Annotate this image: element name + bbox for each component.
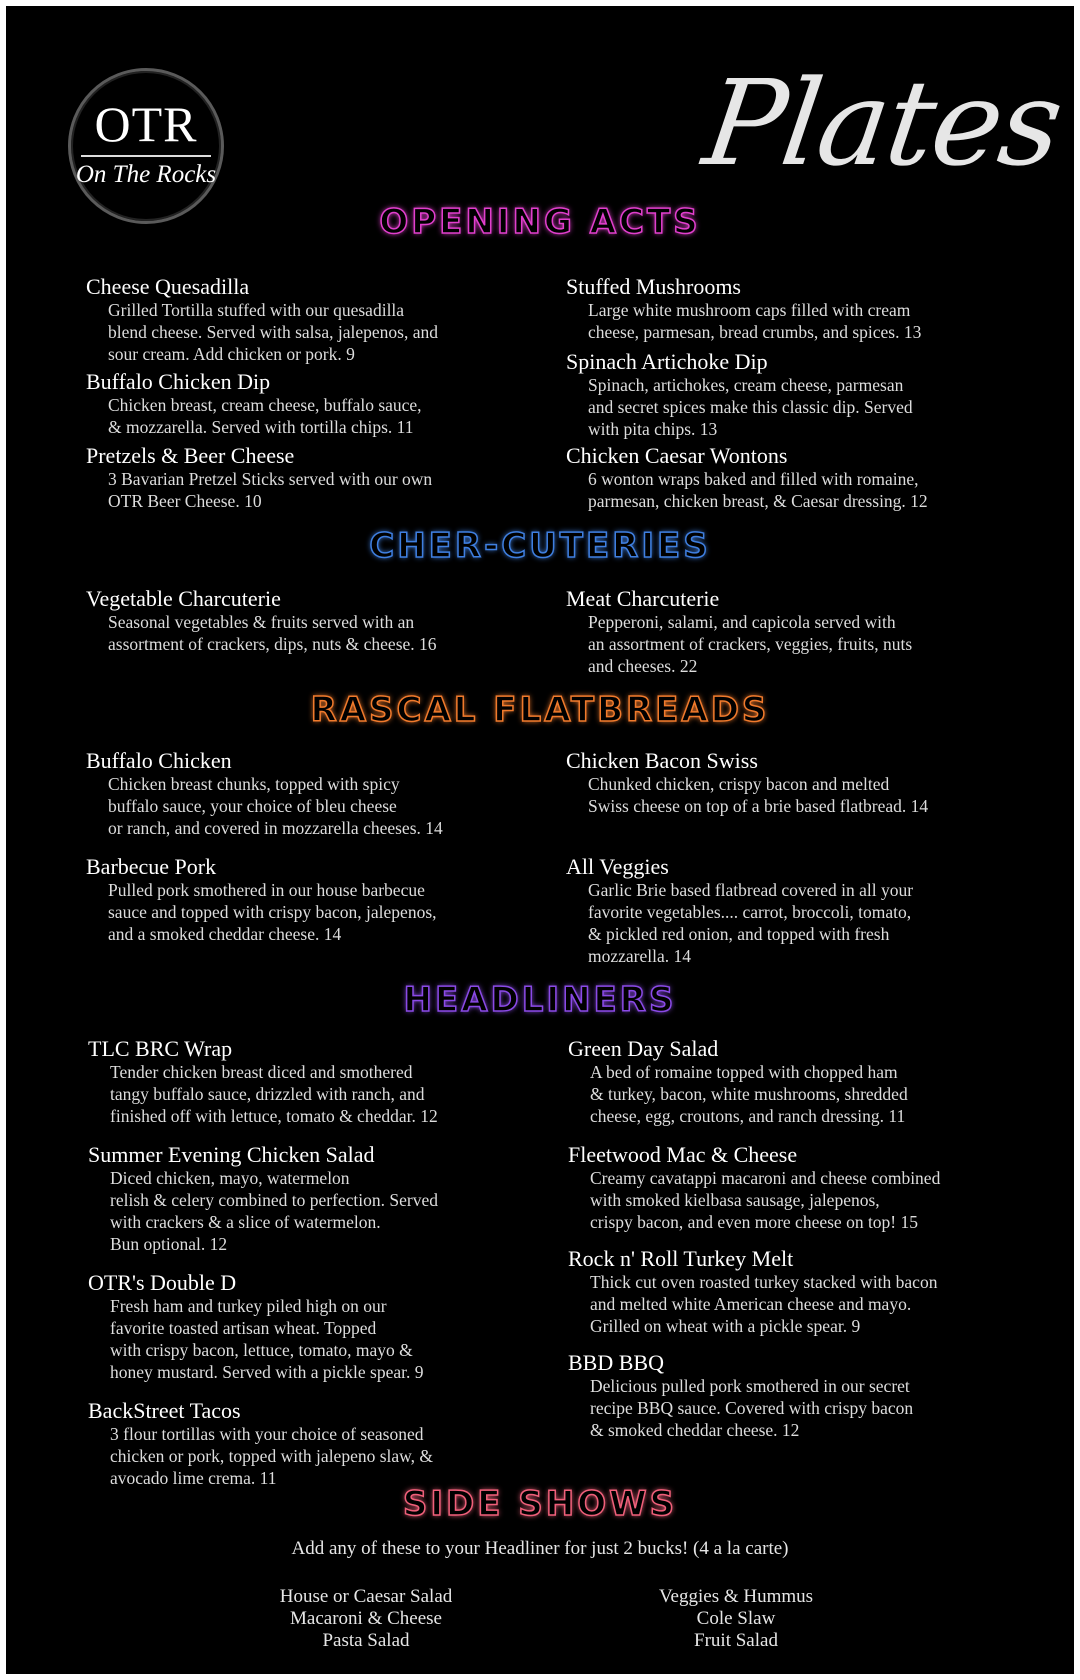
page-title: Plates — [696, 54, 1069, 192]
item-description-line: Large white mushroom caps filled with cream — [588, 300, 911, 320]
item-description-line: & pickled red onion, and topped with fresh — [588, 924, 890, 944]
item-description-line: an assortment of crackers, veggies, fruits, nuts — [588, 634, 913, 654]
item-description-line: Creamy cavatappi macaroni and cheese combined — [590, 1168, 941, 1188]
otr-logo — [68, 68, 224, 224]
item-description-line: recipe BBQ sauce. Covered with crispy bacon — [590, 1398, 914, 1418]
item-description-line: Pulled pork smothered in our house barbecue — [108, 880, 425, 900]
item-description-line: OTR Beer Cheese. 10 — [108, 491, 262, 511]
item-name: Chicken Caesar Wontons — [566, 443, 788, 468]
menu-item-rock-n-roll-turkey-melt — [568, 1246, 937, 1337]
item-description-line: with crackers & a slice of watermelon. — [110, 1212, 381, 1232]
item-description-line: sauce and topped with crispy bacon, jalepenos, — [108, 902, 437, 922]
item-name: Buffalo Chicken — [86, 748, 232, 773]
side-item: House or Caesar Salad — [279, 1586, 453, 1607]
item-description-line: sour cream. Add chicken or pork. 9 — [108, 344, 355, 364]
menu-item-cheese-quesadilla — [86, 274, 438, 365]
item-name: Vegetable Charcuterie — [86, 586, 281, 611]
item-description-line: with smoked kielbasa sausage, jalepenos, — [590, 1190, 880, 1210]
item-name: BBD BBQ — [568, 1350, 664, 1375]
menu-item-all-veggies — [566, 854, 913, 967]
item-description-line: avocado lime crema. 11 — [110, 1468, 277, 1488]
menu-item-green-day-salad — [568, 1036, 908, 1127]
item-description-line: with pita chips. 13 — [588, 419, 718, 439]
item-description-line: A bed of romaine topped with chopped ham — [590, 1062, 898, 1082]
side-item: Pasta Salad — [322, 1630, 410, 1651]
logo-main-text: OTR — [94, 96, 198, 152]
sides-left-list — [246, 1586, 486, 1652]
item-description-line: Fresh ham and turkey piled high on our — [110, 1296, 387, 1316]
item-name: Summer Evening Chicken Salad — [88, 1142, 375, 1167]
item-description-line: Diced chicken, mayo, watermelon — [110, 1168, 350, 1188]
side-item: Macaroni & Cheese — [290, 1608, 442, 1629]
item-name: Pretzels & Beer Cheese — [86, 443, 295, 468]
section-title-headliners: HEADLINERS — [403, 980, 677, 1020]
item-name: Meat Charcuterie — [566, 586, 720, 611]
item-description-line: Tender chicken breast diced and smothered — [110, 1062, 413, 1082]
menu-item-fleetwood-mac-cheese — [568, 1142, 940, 1233]
item-name: Chicken Bacon Swiss — [566, 748, 758, 773]
item-description-line: and melted white American cheese and mayo. — [590, 1294, 912, 1314]
item-description-line: Delicious pulled pork smothered in our secret — [590, 1376, 910, 1396]
item-description-line: Spinach, artichokes, cream cheese, parmesan — [588, 375, 904, 395]
menu-item-summer-evening-chicken-salad — [88, 1142, 438, 1255]
menu-item-backstreet-tacos — [88, 1398, 433, 1489]
menu-item-bbd-bbq — [568, 1350, 913, 1441]
sides-right-list — [616, 1586, 856, 1652]
item-description-line: & smoked cheddar cheese. 12 — [590, 1420, 800, 1440]
item-description-line: Grilled Tortilla stuffed with our quesadilla — [108, 300, 405, 320]
item-description-line: crispy bacon, and even more cheese on top! 15 — [590, 1212, 919, 1232]
item-description-line: Grilled on wheat with a pickle spear. 9 — [590, 1316, 861, 1336]
menu-item-chicken-bacon-swiss — [566, 748, 928, 817]
item-description-line: blend cheese. Served with salsa, jalepenos, and — [108, 322, 438, 342]
menu-page — [6, 6, 1074, 1674]
menu-item-pretzels-beer-cheese — [86, 443, 432, 512]
menu-item-spinach-artichoke-dip — [566, 349, 913, 440]
menu-item-tlc-brc-wrap — [88, 1036, 438, 1127]
item-description-line: 3 Bavarian Pretzel Sticks served with our own — [108, 469, 433, 489]
item-description-line: Chicken breast chunks, topped with spicy — [108, 774, 400, 794]
side-item: Cole Slaw — [696, 1608, 776, 1629]
item-description-line: Bun optional. 12 — [110, 1234, 228, 1254]
section-title-cher-cuteries: CHER-CUTERIES — [369, 526, 711, 566]
sides-intro-text: Add any of these to your Headliner for just 2 bucks! (4 a la carte) — [291, 1538, 789, 1559]
item-description-line: relish & celery combined to perfection. Served — [110, 1190, 439, 1210]
item-description-line: assortment of crackers, dips, nuts & cheese. 16 — [108, 634, 437, 654]
item-description-line: or ranch, and covered in mozzarella cheeses. 14 — [108, 818, 443, 838]
item-description-line: cheese, parmesan, bread crumbs, and spices. 13 — [588, 322, 922, 342]
menu-item-stuffed-mushrooms — [566, 274, 921, 343]
item-name: Rock n' Roll Turkey Melt — [568, 1246, 794, 1271]
item-description-line: parmesan, chicken breast, & Caesar dressing. 12 — [588, 491, 928, 511]
menu-item-buffalo-chicken-dip — [86, 369, 422, 438]
menu-item-barbecue-pork — [86, 854, 437, 945]
menu-item-chicken-caesar-wontons — [566, 443, 928, 512]
item-description-line: Garlic Brie based flatbread covered in all your — [588, 880, 914, 900]
item-name: Barbecue Pork — [86, 854, 217, 879]
item-description-line: & mozzarella. Served with tortilla chips. 11 — [108, 417, 414, 437]
item-name: Green Day Salad — [568, 1036, 719, 1061]
menu-item-buffalo-chicken-flatbread — [86, 748, 443, 839]
item-description-line: favorite toasted artisan wheat. Topped — [110, 1318, 377, 1338]
item-name: Stuffed Mushrooms — [566, 274, 741, 299]
item-description-line: buffalo sauce, your choice of bleu cheese — [108, 796, 397, 816]
item-description-line: 6 wonton wraps baked and filled with romaine, — [588, 469, 919, 489]
item-description-line: favorite vegetables.... carrot, broccoli, tomato, — [588, 902, 912, 922]
item-description-line: Chunked chicken, crispy bacon and melted — [588, 774, 890, 794]
item-description-line: Swiss cheese on top of a brie based flatbread. 14 — [588, 796, 929, 816]
section-title-rascal-flatbreads: RASCAL FLATBREADS — [310, 690, 770, 730]
item-description-line: Pepperoni, salami, and capicola served with — [588, 612, 896, 632]
item-name: TLC BRC Wrap — [88, 1036, 233, 1061]
item-description-line: with crispy bacon, lettuce, tomato, mayo & — [110, 1340, 413, 1360]
item-description-line: Chicken breast, cream cheese, buffalo sauce, — [108, 395, 422, 415]
item-description-line: honey mustard. Served with a pickle spear. 9 — [110, 1362, 424, 1382]
item-name: Spinach Artichoke Dip — [566, 349, 768, 374]
side-item: Veggies & Hummus — [658, 1586, 814, 1607]
side-item: Fruit Salad — [694, 1630, 778, 1651]
item-name: Cheese Quesadilla — [86, 274, 250, 299]
logo-divider — [81, 155, 211, 157]
item-description-line: tangy buffalo sauce, drizzled with ranch, and — [110, 1084, 425, 1104]
menu-item-otrs-double-d — [88, 1270, 423, 1383]
item-description-line: finished off with lettuce, tomato & cheddar. 12 — [110, 1106, 438, 1126]
item-description-line: and secret spices make this classic dip. Served — [588, 397, 913, 417]
item-description-line: & turkey, bacon, white mushrooms, shredded — [590, 1084, 908, 1104]
item-name: BackStreet Tacos — [88, 1398, 241, 1423]
item-description-line: cheese, egg, croutons, and ranch dressing. 11 — [590, 1106, 906, 1126]
item-name: All Veggies — [566, 854, 669, 879]
menu-item-meat-charcuterie — [566, 586, 912, 677]
item-description-line: Thick cut oven roasted turkey stacked with bacon — [590, 1272, 938, 1292]
item-description-line: and a smoked cheddar cheese. 14 — [108, 924, 342, 944]
item-description-line: and cheeses. 22 — [588, 656, 698, 676]
item-description-line: Seasonal vegetables & fruits served with an — [108, 612, 415, 632]
item-name: Buffalo Chicken Dip — [86, 369, 271, 394]
item-description-line: 3 flour tortillas with your choice of seasoned — [110, 1424, 424, 1444]
section-title-side-shows: SIDE SHOWS — [402, 1484, 678, 1524]
item-description-line: chicken or pork, topped with jalepeno slaw, & — [110, 1446, 434, 1466]
menu-item-vegetable-charcuterie — [86, 586, 437, 655]
logo-sub-text: On The Rocks — [75, 161, 217, 188]
item-name: OTR's Double D — [88, 1270, 237, 1295]
section-title-opening-acts: OPENING ACTS — [379, 202, 701, 242]
item-description-line: mozzarella. 14 — [588, 946, 692, 966]
item-name: Fleetwood Mac & Cheese — [568, 1142, 798, 1167]
